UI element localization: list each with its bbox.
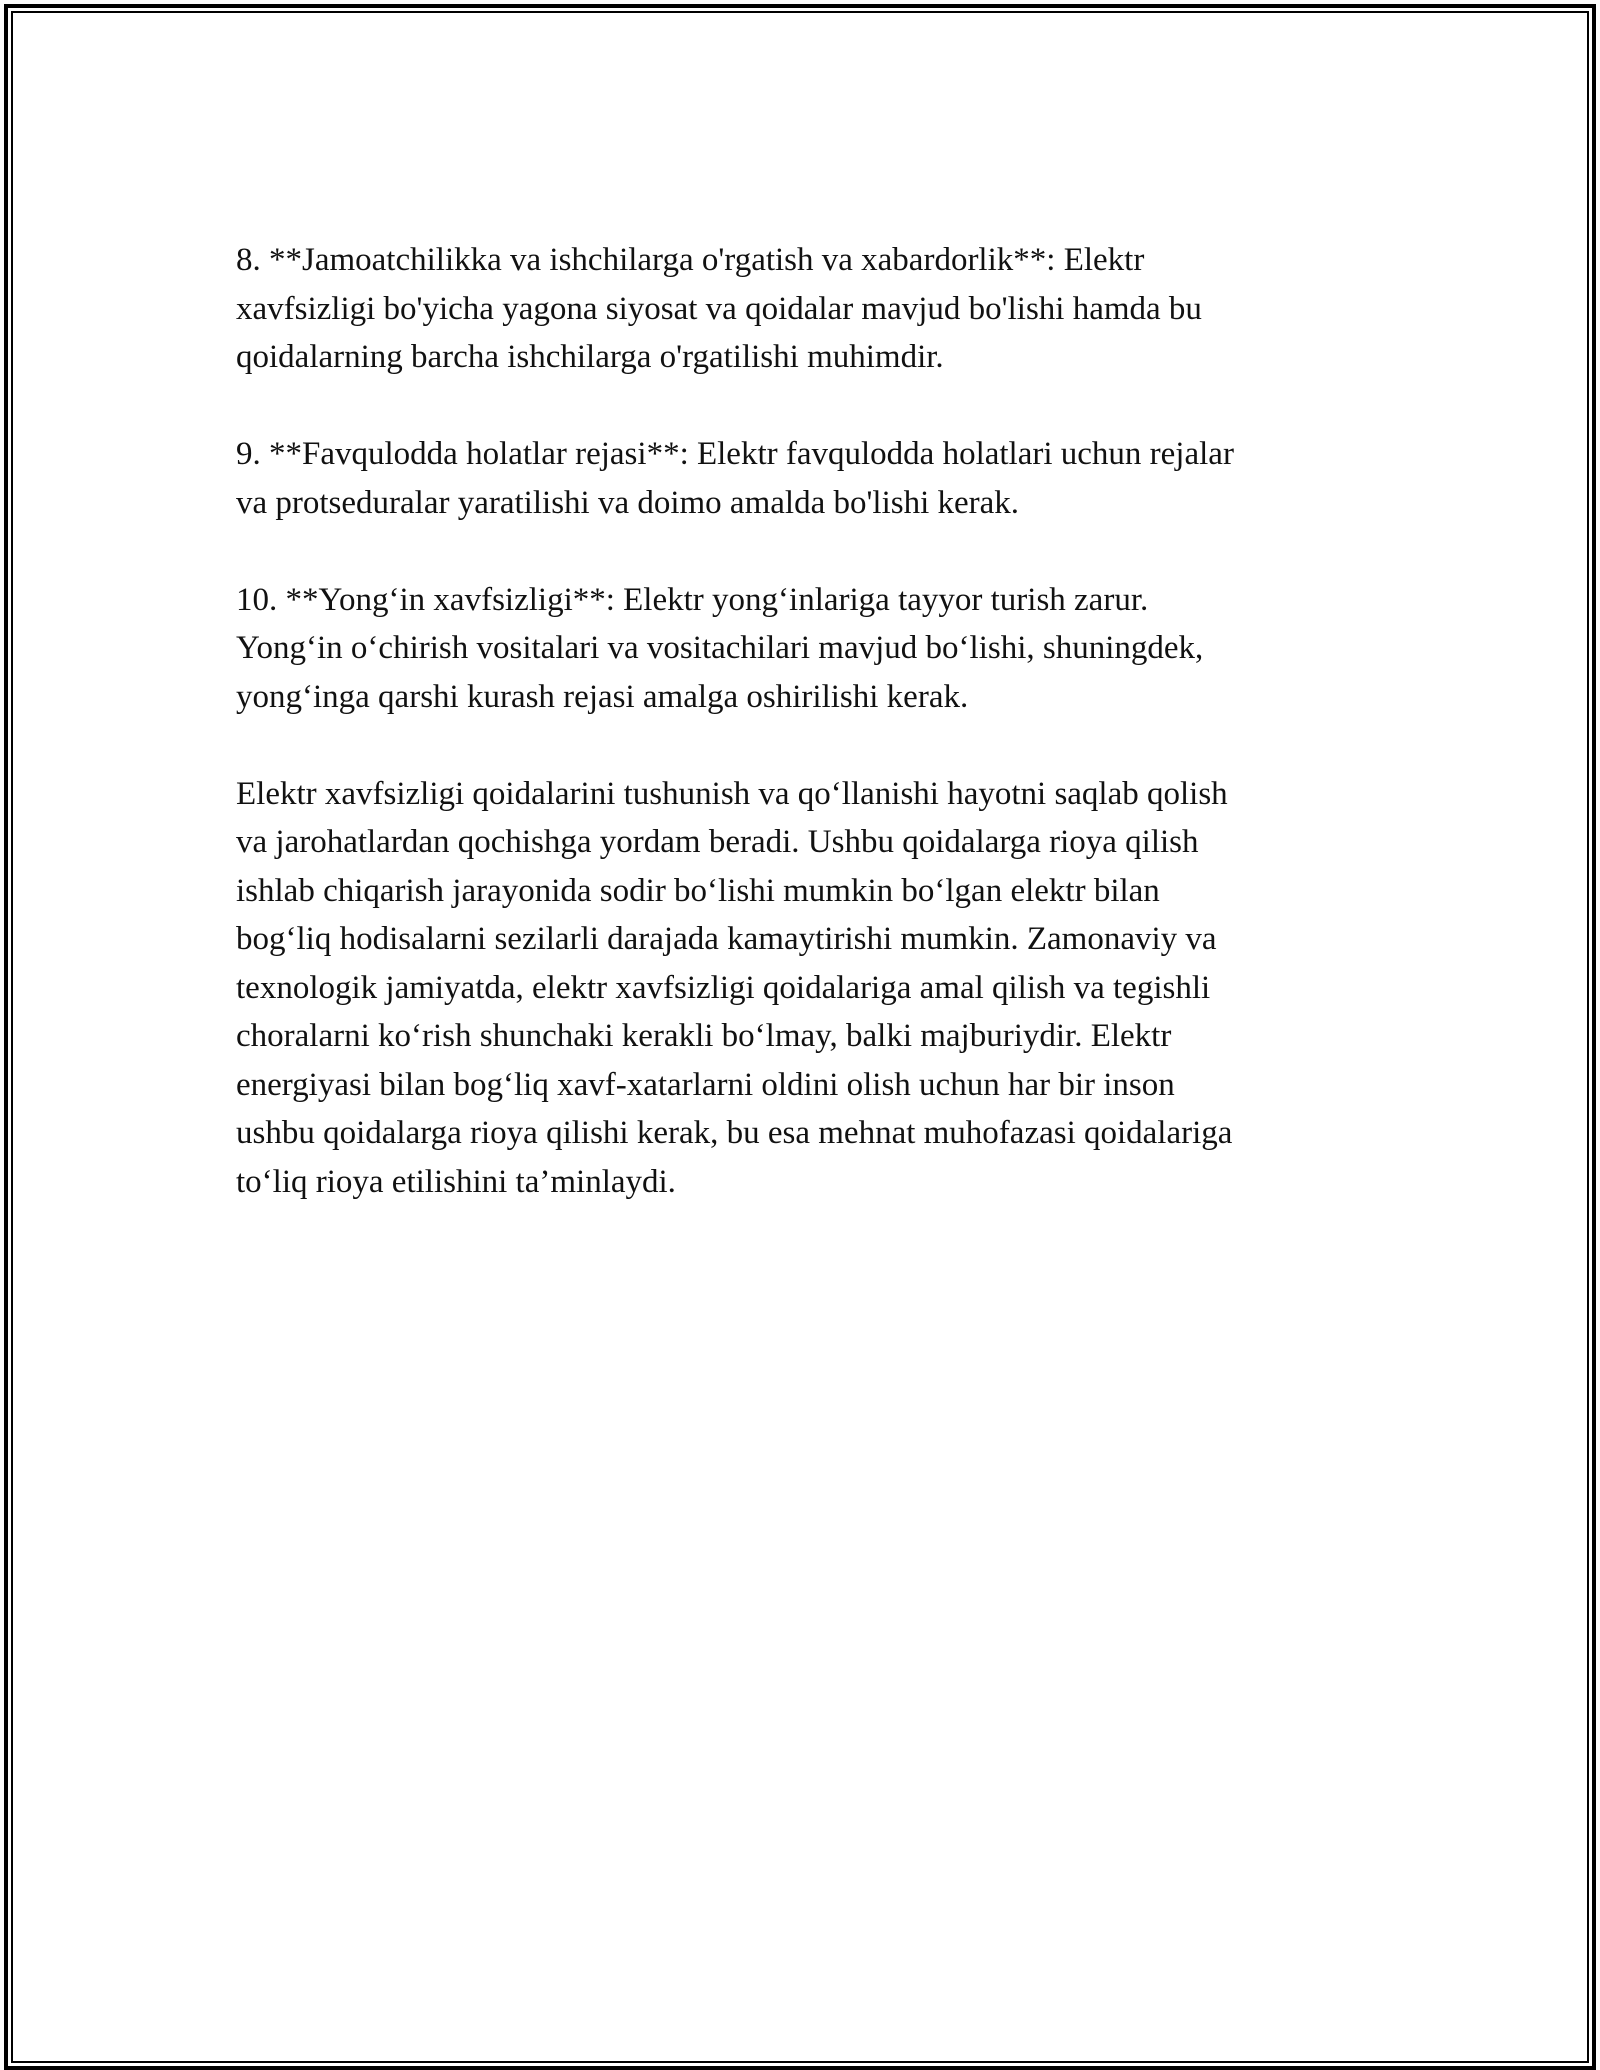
document-body	[236, 236, 1386, 1255]
paragraph-item-10: 10. **Yong‘in xavfsizligi**: Elektr yong‘inlariga tayyor turish zarur. Yong‘in o‘chirish vositalari va vositachilari mavjud bo‘lishi, shuningdek, yong‘inga qarshi kurash rejasi amalga oshirilishi kerak.	[236, 581, 1204, 715]
paragraph-conclusion: Elektr xavfsizligi qoidalarini tushunish va qo‘llanishi hayotni saqlab qolish va jarohatlardan qochishga yordam beradi. Ushbu qoidalarga rioya qilish ishlab chiqarish jarayonida sodir bo‘lishi mumkin bo‘lgan elektr bilan bog‘liq hodisalarni sezilarli darajada kamaytirishi mumkin. Zamonaviy va texnologik jamiyatda, elektr xavfsizligi qoidalariga amal qilish va tegishli choralarni ko‘rish shunchaki kerakli bo‘lmay, balki majburiydir. Elektr energiyasi bilan bog‘liq xavf-xatarlarni oldini olish uchun har bir inson ushbu qoidalarga rioya qilishi kerak, bu esa mehnat muhofazasi qoidalariga to‘liq rioya etilishini ta’minlaydi.	[236, 775, 1233, 1200]
paragraph-item-9: 9. **Favqulodda holatlar rejasi**: Elektr favqulodda holatlari uchun rejalar va protseduralar yaratilishi va doimo amalda bo'lishi kerak.	[236, 436, 1234, 521]
paragraph-item-8: 8. **Jamoatchilikka va ishchilarga o'rgatish va xabardorlik**: Elektr xavfsizligi bo'yicha yagona siyosat va qoidalar mavjud bo'lishi hamda bu qoidalarning barcha ishchilarga o'rgatilishi muhimdir.	[236, 242, 1202, 375]
